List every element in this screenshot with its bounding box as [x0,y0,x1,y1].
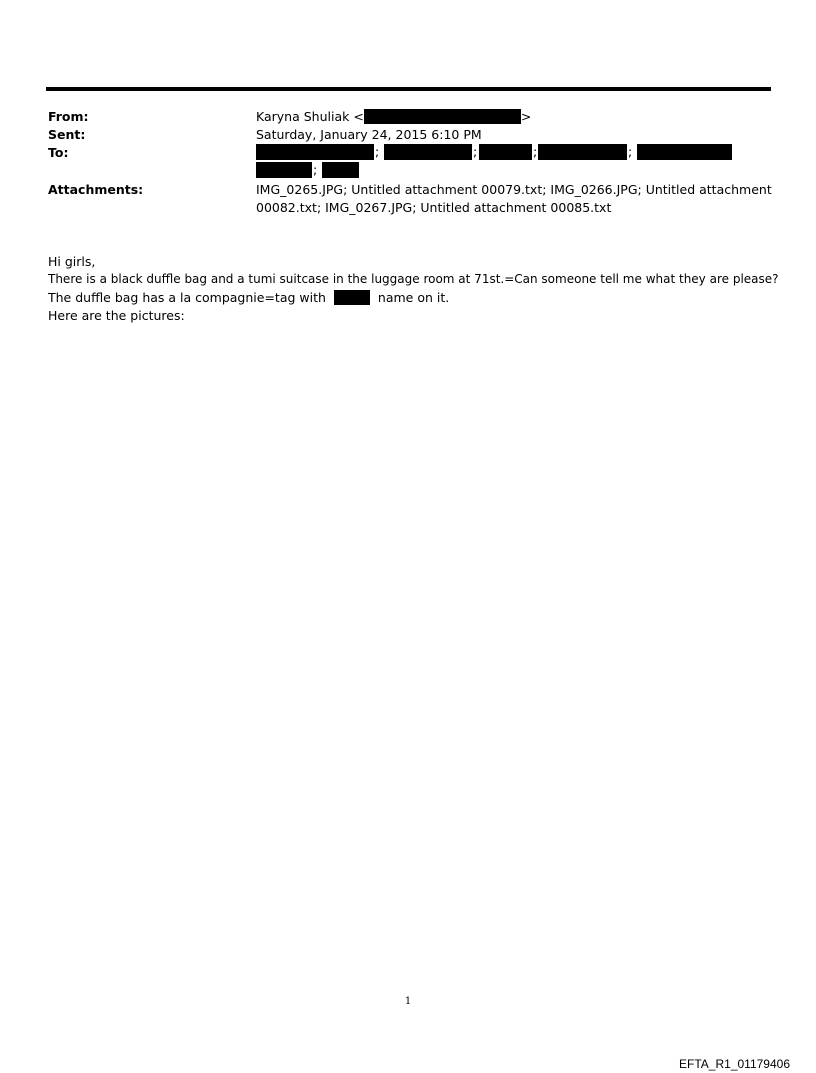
body-line-2-start: The duffle bag has a la compagnie=tag with [48,290,326,305]
redacted-recipient [256,144,374,160]
page-number: 1 [404,996,412,1007]
recipient-separator: ; [628,144,633,159]
recipient-separator: ; [313,162,318,177]
attachments-line-2: 00082.txt; IMG_0267.JPG; Untitled attachment 00085.txt [256,200,612,215]
body-line-2 [48,289,449,306]
redacted-name [334,290,370,305]
redacted-recipient [538,144,627,160]
body-line-1: There is a black duffle bag and a tumi suitcase in the luggage room at 71st.=Can someone tell me what they are please? [48,272,779,286]
to-label: To: [48,145,69,160]
greeting: Hi girls, [48,254,96,269]
redacted-recipient [637,144,732,160]
redacted-email [364,109,521,124]
redacted-recipient [479,144,532,160]
from-close: > [520,109,532,124]
attachments-label: Attachments: [48,182,144,197]
recipient-separator: ; [473,144,478,159]
attachments-line-1: IMG_0265.JPG; Untitled attachment 00079.txt; IMG_0266.JPG; Untitled attachment [256,182,772,197]
header-rule [46,87,771,91]
redacted-recipient [256,162,312,178]
from-value [256,108,531,125]
sent-label: Sent: [48,127,86,142]
recipient-separator: ; [533,144,538,159]
sent-value: Saturday, January 24, 2015 6:10 PM [256,127,482,142]
body-line-2-end: name on it. [377,290,450,305]
body-line-3: Here are the pictures: [48,308,185,323]
from-name: Karyna Shuliak < [256,109,364,124]
redacted-recipient [322,162,359,178]
redacted-recipient [384,144,472,160]
from-label: From: [48,109,89,124]
bates-number: EFTA_R1_01179406 [679,1057,790,1071]
recipient-separator: ; [375,144,380,159]
